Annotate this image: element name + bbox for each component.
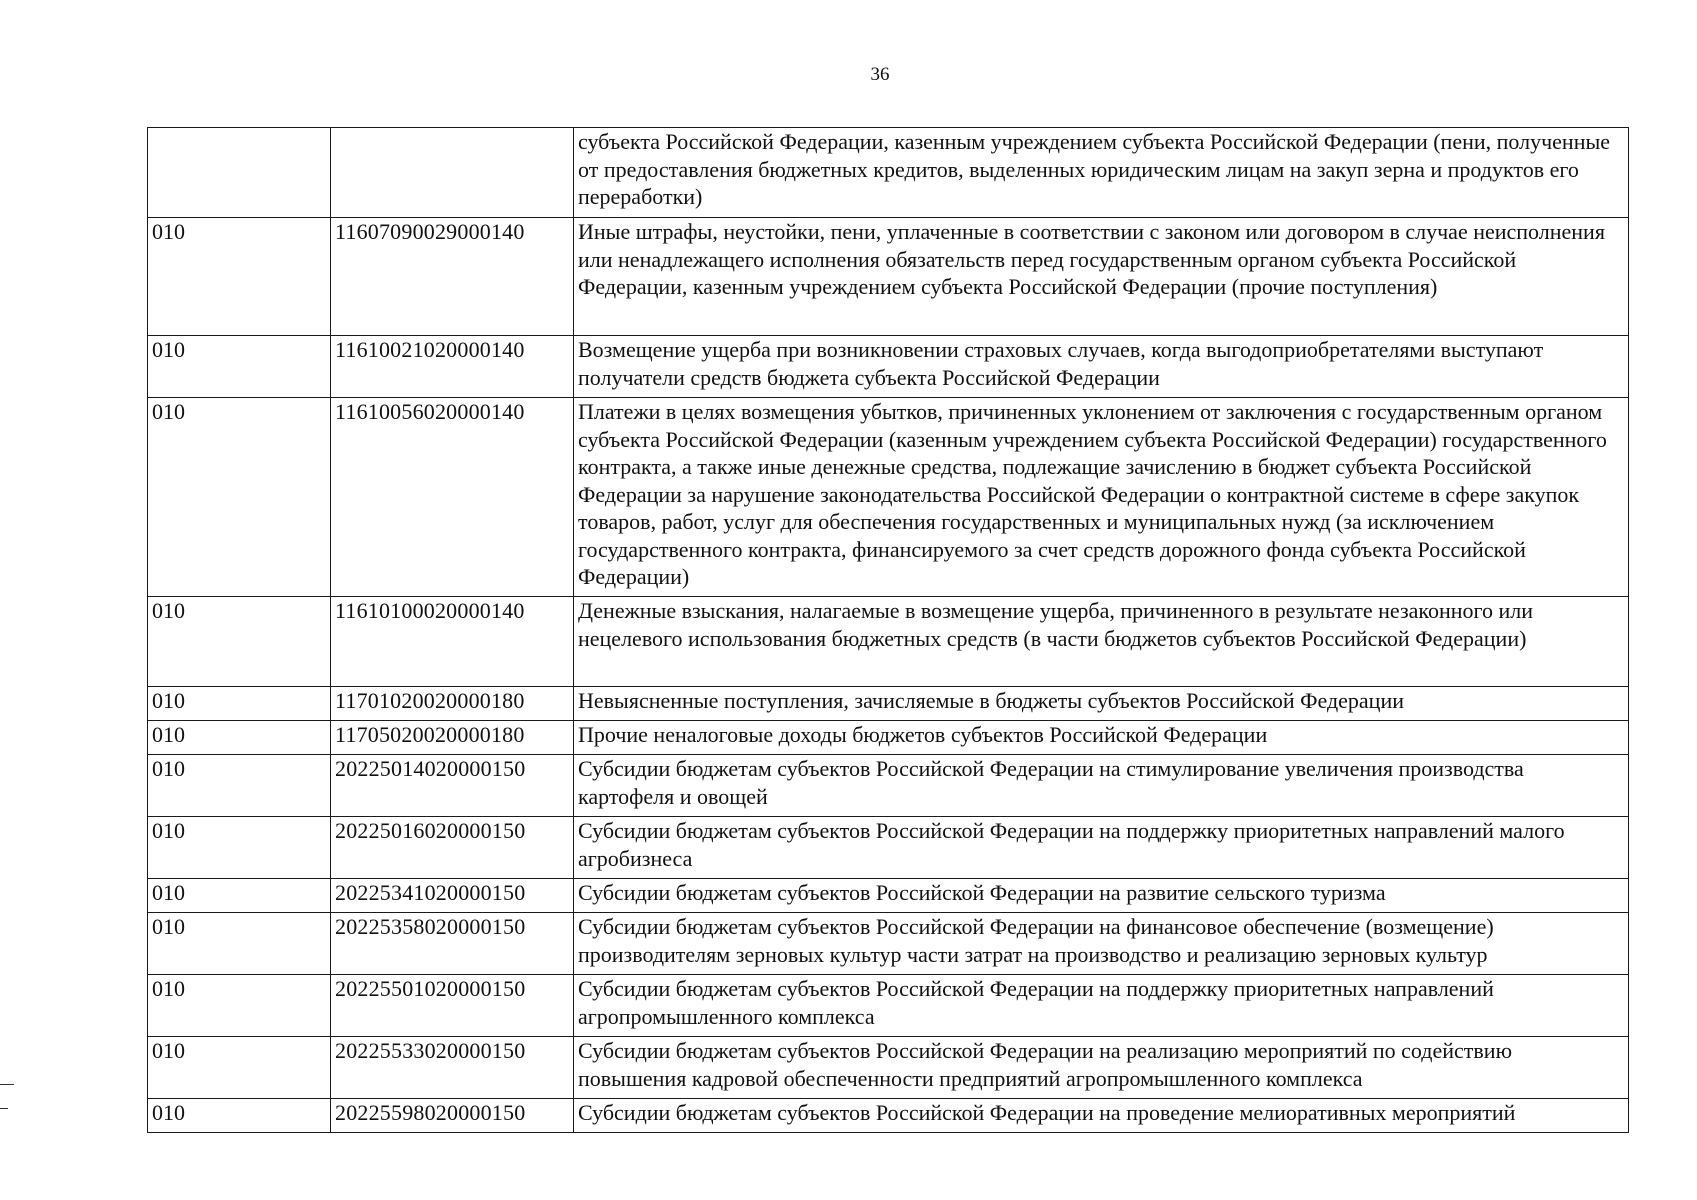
table-row xyxy=(148,218,1629,336)
admin-code-cell: 010 xyxy=(148,1099,331,1133)
income-name-cell: Субсидии бюджетам субъектов Российской Федерации на стимулирование увеличения производства картофеля и овощей xyxy=(574,755,1629,817)
income-name-cell: Денежные взыскания, налагаемые в возмещение ущерба, причиненного в результате незаконного или нецелевого использования бюджетных средств (в части бюджетов субъектов Российской Федерации) xyxy=(574,597,1629,687)
admin-code-cell: 010 xyxy=(148,913,331,975)
income-name-cell: Субсидии бюджетам субъектов Российской Федерации на реализацию мероприятий по содействию повышения кадровой обеспеченности предприятий агропромышленного комплекса xyxy=(574,1037,1629,1099)
budget-code-cell: 11701020020000180 xyxy=(331,687,574,721)
income-name-cell: субъекта Российской Федерации, казенным учреждением субъекта Российской Федерации (пени, полученные от предоставления бюджетных кредитов, выделенных юридическим лицам на закуп зерна и продуктов его переработки) xyxy=(574,128,1629,218)
admin-code-cell xyxy=(148,128,331,218)
budget-codes-table xyxy=(147,127,1629,1133)
budget-code-cell: 11610021020000140 xyxy=(331,336,574,398)
budget-code-cell: 20225598020000150 xyxy=(331,1099,574,1133)
budget-code-cell: 20225501020000150 xyxy=(331,975,574,1037)
income-name-cell: Платежи в целях возмещения убытков, причиненных уклонением от заключения с государственным органом субъекта Российской Федерации (казенным учреждением субъекта Российской Федерации) государственного контракта, а также иные денежные средства, подлежащие зачислению в бюджет субъекта Российской Федерации за нарушение законодательства Российской Федерации о контрактной системе в сфере закупок товаров, работ, услуг для обеспечения государственных и муниципальных нужд (за исключением государственного контракта, финансируемого за счет средств дорожного фонда субъекта Российской Федерации) xyxy=(574,398,1629,597)
table-row xyxy=(148,398,1629,597)
budget-code-cell: 20225341020000150 xyxy=(331,879,574,913)
income-name-cell: Субсидии бюджетам субъектов Российской Федерации на проведение мелиоративных мероприятий xyxy=(574,1099,1629,1133)
admin-code-cell: 010 xyxy=(148,721,331,755)
income-name-cell: Субсидии бюджетам субъектов Российской Федерации на поддержку приоритетных направлений малого агробизнеса xyxy=(574,817,1629,879)
income-name-cell: Возмещение ущерба при возникновении страховых случаев, когда выгодоприобретателями выступают получатели средств бюджета субъекта Российской Федерации xyxy=(574,336,1629,398)
table-row xyxy=(148,721,1629,755)
income-name-cell: Прочие неналоговые доходы бюджетов субъектов Российской Федерации xyxy=(574,721,1629,755)
income-name-cell: Невыясненные поступления, зачисляемые в бюджеты субъектов Российской Федерации xyxy=(574,687,1629,721)
scan-mark xyxy=(0,1084,14,1085)
admin-code-cell: 010 xyxy=(148,336,331,398)
budget-code-cell: 11705020020000180 xyxy=(331,721,574,755)
scan-mark xyxy=(0,1108,8,1109)
page-number: 36 xyxy=(870,64,890,85)
admin-code-cell: 010 xyxy=(148,687,331,721)
budget-code-cell xyxy=(331,128,574,218)
budget-code-cell: 20225014020000150 xyxy=(331,755,574,817)
table-row xyxy=(148,336,1629,398)
budget-code-cell: 20225016020000150 xyxy=(331,817,574,879)
table-row xyxy=(148,817,1629,879)
admin-code-cell: 010 xyxy=(148,398,331,597)
admin-code-cell: 010 xyxy=(148,1037,331,1099)
budget-code-cell: 20225533020000150 xyxy=(331,1037,574,1099)
admin-code-cell: 010 xyxy=(148,597,331,687)
admin-code-cell: 010 xyxy=(148,817,331,879)
table-row xyxy=(148,1037,1629,1099)
budget-code-cell: 11610100020000140 xyxy=(331,597,574,687)
table-row xyxy=(148,128,1629,218)
table-row xyxy=(148,597,1629,687)
income-name-cell: Субсидии бюджетам субъектов Российской Федерации на финансовое обеспечение (возмещение) производителям зерновых культур части затрат на производство и реализацию зерновых культур xyxy=(574,913,1629,975)
table-row xyxy=(148,913,1629,975)
table-row xyxy=(148,1099,1629,1133)
income-name-cell: Субсидии бюджетам субъектов Российской Федерации на поддержку приоритетных направлений агропромышленного комплекса xyxy=(574,975,1629,1037)
admin-code-cell: 010 xyxy=(148,975,331,1037)
table-row xyxy=(148,755,1629,817)
income-name-cell: Субсидии бюджетам субъектов Российской Федерации на развитие сельского туризма xyxy=(574,879,1629,913)
budget-code-cell: 11610056020000140 xyxy=(331,398,574,597)
admin-code-cell: 010 xyxy=(148,218,331,336)
table-row xyxy=(148,975,1629,1037)
admin-code-cell: 010 xyxy=(148,879,331,913)
income-name-cell: Иные штрафы, неустойки, пени, уплаченные в соответствии с законом или договором в случае неисполнения или ненадлежащего исполнения обязательств перед государственным органом субъекта Российской Федерации, казенным учреждением субъекта Российской Федерации (прочие поступления) xyxy=(574,218,1629,336)
table-row xyxy=(148,687,1629,721)
budget-code-cell: 20225358020000150 xyxy=(331,913,574,975)
table-row xyxy=(148,879,1629,913)
budget-code-cell: 11607090029000140 xyxy=(331,218,574,336)
admin-code-cell: 010 xyxy=(148,755,331,817)
